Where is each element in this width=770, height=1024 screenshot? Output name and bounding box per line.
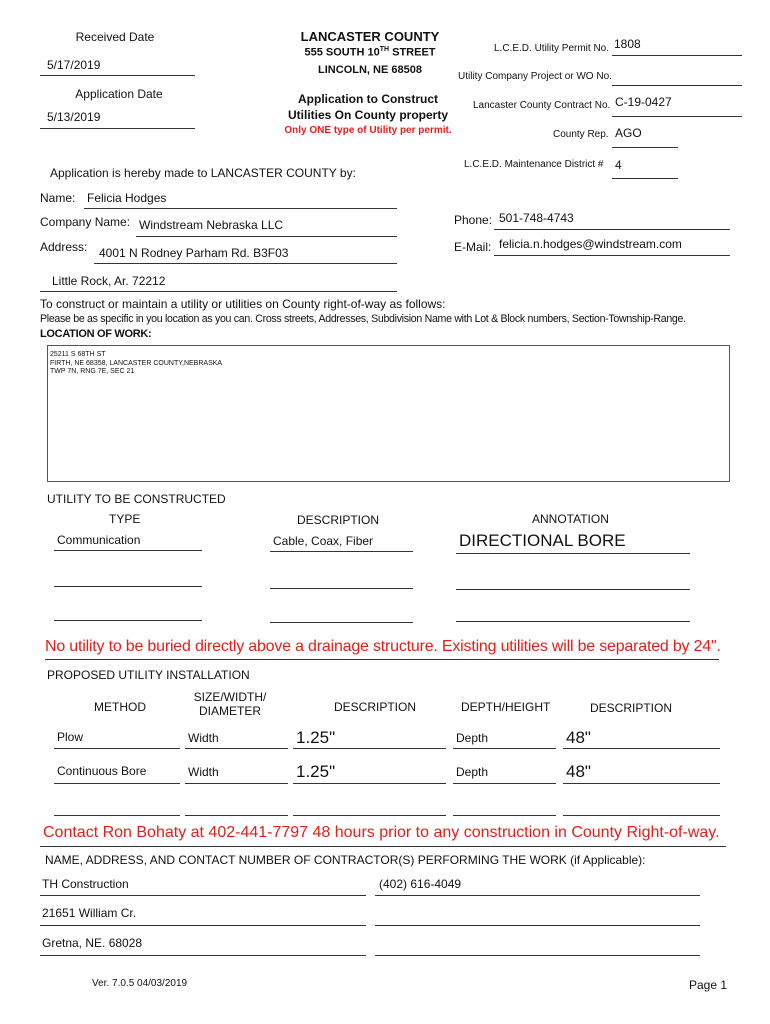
utility-section-title: UTILITY TO BE CONSTRUCTED: [47, 492, 226, 506]
install-description2-underline: [563, 783, 720, 784]
drainage-warning: No utility to be buried directly above a drainage structure. Existing utilities will be separated by 24".: [45, 638, 721, 655]
install-depth-underline: [453, 783, 556, 784]
permit-number-field[interactable]: 1808: [614, 37, 641, 51]
contractor-city-underline: [40, 955, 366, 956]
type-column-header: TYPE: [109, 512, 141, 526]
address-field-line2[interactable]: Little Rock, Ar. 72212: [52, 274, 166, 288]
county-rep-underline: [612, 147, 678, 148]
contract-number-label: Lancaster County Contract No.: [473, 100, 611, 111]
location-line: 25211 S 68TH ST: [50, 351, 106, 358]
install-size-field[interactable]: Width: [188, 731, 219, 745]
install-method-underline: [54, 783, 180, 784]
version-label: Ver. 7.0.5 04/03/2019: [92, 978, 188, 989]
maintenance-district-field[interactable]: 4: [615, 158, 622, 172]
project-number-label: Utility Company Project or WO No.: [458, 71, 612, 82]
install-description2-field[interactable]: 48": [566, 728, 591, 747]
permit-number-label: L.C.E.D. Utility Permit No.: [494, 43, 610, 54]
install-depth-underline: [453, 748, 556, 749]
name-field[interactable]: Felicia Hodges: [87, 191, 167, 205]
size-column-header: SIZE/WIDTH/ DIAMETER: [193, 690, 267, 718]
company-name-underline: [136, 236, 397, 237]
phone-label: Phone:: [454, 213, 493, 227]
maintenance-district-underline: [612, 178, 678, 179]
install-description2-row3-underline[interactable]: [563, 815, 720, 816]
utility-type-row3-underline[interactable]: [54, 620, 202, 621]
install-method-underline: [54, 748, 180, 749]
install-description2-underline: [563, 748, 720, 749]
name-underline: [84, 208, 397, 209]
address-underline: [94, 263, 397, 264]
utility-annotation-row2-underline[interactable]: [456, 589, 690, 590]
email-field[interactable]: felicia.n.hodges@windstream.com: [499, 237, 682, 251]
purpose-statement: To construct or maintain a utility or utilities on County right-of-way as follows:: [40, 297, 446, 311]
contractor-city-field[interactable]: Gretna, NE. 68028: [42, 936, 143, 950]
project-number-underline: [612, 85, 742, 86]
location-instructions: Please be as specific in you location as you can. Cross streets, Addresses, Subdivision Name with Lot & Block numbers, Section-Township-Range.: [40, 313, 686, 325]
contractor-row3-right-underline[interactable]: [375, 955, 700, 956]
install-description2-column-header: DESCRIPTION: [590, 701, 673, 715]
maintenance-district-label: L.C.E.D. Maintenance District #: [464, 159, 604, 170]
email-label: E-Mail:: [454, 240, 492, 254]
form-title-line1: Application to Construct: [298, 92, 438, 106]
install-size-row3-underline[interactable]: [185, 815, 288, 816]
location-of-work-box[interactable]: [47, 345, 730, 482]
install-description-column-header: DESCRIPTION: [334, 700, 417, 714]
utility-type-field[interactable]: Communication: [57, 533, 141, 547]
county-rep-label: County Rep.: [553, 129, 609, 140]
install-depth-field[interactable]: Depth: [456, 731, 489, 745]
location-line: TWP 7N, RNG 7E, SEC 21: [50, 368, 135, 375]
single-utility-note: Only ONE type of Utility per permit.: [284, 125, 452, 136]
form-title-line2: Utilities On County property: [287, 108, 448, 122]
email-underline: [494, 255, 730, 256]
address-field[interactable]: 4001 N Rodney Parham Rd. B3F03: [99, 246, 289, 260]
install-depth-row3-underline[interactable]: [453, 815, 556, 816]
name-label: Name:: [40, 191, 76, 205]
application-date-underline: [40, 128, 195, 129]
install-depth-field[interactable]: Depth: [456, 765, 489, 779]
utility-description-row3-underline[interactable]: [270, 622, 413, 623]
contractor-row2-right-underline[interactable]: [375, 925, 700, 926]
installation-section-title: PROPOSED UTILITY INSTALLATION: [47, 668, 250, 682]
phone-underline: [494, 229, 730, 230]
permit-number-underline: [612, 55, 742, 56]
contractor-phone-underline: [375, 895, 700, 896]
contact-notice-rule: [40, 846, 726, 847]
utility-description-field[interactable]: Cable, Coax, Fiber: [273, 534, 374, 548]
install-description2-field[interactable]: 48": [566, 762, 591, 781]
method-column-header: METHOD: [94, 700, 146, 714]
county-name: LANCASTER COUNTY: [300, 29, 440, 44]
contractor-section-title: NAME, ADDRESS, AND CONTACT NUMBER OF CONTRACTOR(S) PERFORMING THE WORK (if Applicable):: [45, 853, 646, 867]
description-column-header: DESCRIPTION: [297, 513, 380, 527]
utility-type-underline: [54, 550, 202, 551]
contractor-name-underline: [40, 895, 366, 896]
county-address-line2: LINCOLN, NE 68508: [318, 64, 422, 76]
location-line: FIRTH, NE 68358, LANCASTER COUNTY,NEBRASKA: [50, 359, 223, 367]
received-date-field[interactable]: 5/17/2019: [47, 58, 101, 72]
company-name-field[interactable]: Windstream Nebraska LLC: [139, 218, 284, 232]
county-rep-field[interactable]: AGO: [615, 126, 642, 140]
received-date-underline: [40, 75, 195, 76]
utility-description-row2-underline[interactable]: [270, 588, 413, 589]
contract-number-underline: [612, 116, 742, 117]
address-label: Address:: [40, 240, 88, 254]
contractor-street-field[interactable]: 21651 William Cr.: [42, 906, 137, 920]
install-description-underline: [293, 783, 446, 784]
page-number: Page 1: [689, 978, 728, 992]
contract-number-field[interactable]: C-19-0427: [615, 95, 672, 109]
install-description-row3-underline[interactable]: [293, 815, 446, 816]
contact-notice: Contact Ron Bohaty at 402-441-7797 48 hours prior to any construction in County Right-of-way.: [43, 824, 720, 841]
install-description-field[interactable]: 1.25": [296, 728, 336, 747]
location-text: [50, 351, 222, 377]
install-size-underline: [185, 748, 288, 749]
install-size-underline: [185, 783, 288, 784]
utility-annotation-underline: [456, 553, 690, 554]
install-method-row3-underline[interactable]: [54, 815, 180, 816]
install-description-underline: [293, 748, 446, 749]
utility-type-row2-underline[interactable]: [54, 586, 202, 587]
phone-field[interactable]: 501-748-4743: [499, 211, 574, 225]
install-description-field[interactable]: 1.25": [296, 762, 336, 781]
utility-annotation-field[interactable]: DIRECTIONAL BORE: [459, 531, 626, 550]
location-of-work-label: LOCATION OF WORK:: [40, 328, 152, 340]
company-name-label: Company Name:: [40, 215, 131, 229]
utility-annotation-row3-underline[interactable]: [456, 621, 690, 622]
install-size-field[interactable]: Width: [188, 765, 219, 779]
annotation-column-header: ANNOTATION: [532, 512, 609, 526]
county-address-line1: 555 SOUTH 10TH STREET: [304, 46, 436, 59]
contractor-phone-field[interactable]: (402) 616-4049: [379, 877, 462, 891]
drainage-warning-rule: [45, 659, 719, 660]
received-date-label: Received Date: [75, 30, 155, 44]
depth-column-header: DEPTH/HEIGHT: [461, 700, 551, 714]
contractor-street-underline: [40, 925, 366, 926]
application-date-field[interactable]: 5/13/2019: [47, 110, 101, 124]
application-intro: Application is hereby made to LANCASTER COUNTY by:: [50, 166, 356, 180]
contractor-name-field[interactable]: TH Construction: [42, 877, 129, 891]
utility-description-underline: [270, 551, 413, 552]
address-line2-underline: [40, 291, 397, 292]
application-date-label: Application Date: [75, 87, 163, 101]
install-method-field[interactable]: Plow: [57, 730, 84, 744]
install-method-field[interactable]: Continuous Bore: [57, 764, 147, 778]
